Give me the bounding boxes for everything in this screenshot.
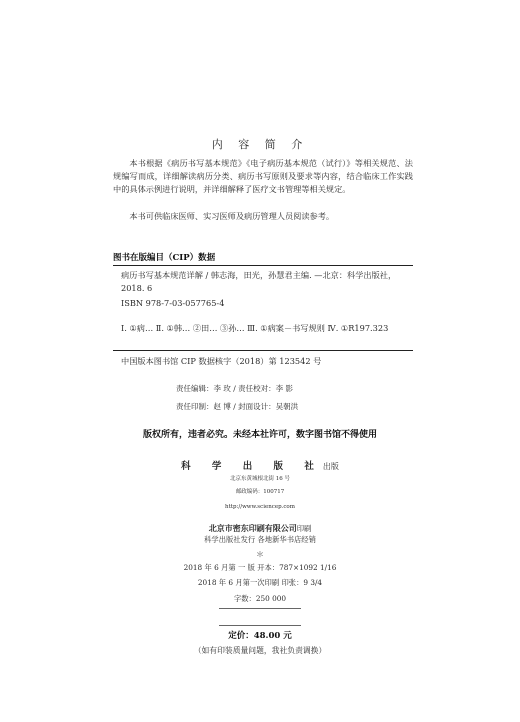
summary-paragraph-2: 本书可供临床医师、实习医师及病历管理人员阅读参考。 <box>129 211 335 221</box>
edition-line: 2018 年 6 月第 一 版 开本：787×1092 1/16 <box>183 563 337 572</box>
publisher-name: 科 学 出 版 社 <box>181 461 323 472</box>
word-count: 字数：250 000 <box>233 594 287 603</box>
printer-name: 北京市密东印刷有限公司 <box>208 523 297 533</box>
publisher-postcode: 邮政编码：100717 <box>235 489 285 495</box>
cip-library-note: 中国版本图书馆 CIP 数据核字（2018）第 123542 号 <box>121 356 322 366</box>
cip-title: 图书在版编目（CIP）数据 <box>113 253 216 263</box>
star-separator: ＊ <box>256 550 264 559</box>
summary-title: 内 容 简 介 <box>211 138 309 151</box>
summary-paragraph-1: 本书根据《病历书写基本规范》《电子病历基本规范（试行）》等相关规范、法规编写而成，详细解读病历分类、病历书写原则及要求等内容，结合临床工作实践中的具体示例进行说明，并详细解释了医疗文书管理等相关规定。 <box>113 158 413 194</box>
price-top-rule <box>219 608 301 609</box>
cip-record: 病历书写基本规范详解 / 韩志海，田光，孙慧君主编. —北京：科学出版社，2018. 6 <box>121 270 397 293</box>
printing-line: 2018 年 6 月第一次印刷 印张：9 3/4 <box>197 578 323 587</box>
printer-line <box>0 516 520 535</box>
publisher-suffix: 出版 <box>322 462 339 471</box>
publisher-website: http://www.sciencep.com <box>225 504 295 510</box>
credits-editor-proofreader: 责任编辑：李 玫 / 责任校对：李 影 <box>176 384 294 393</box>
cip-isbn: ISBN 978-7-03-057765-4 <box>121 298 225 308</box>
quality-note: （如有印装质量问题，我社负责调换） <box>193 646 327 655</box>
publisher-line <box>0 454 520 473</box>
rights-statement: 版权所有，违者必究。未经本社许可，数字图书馆不得使用 <box>142 430 377 440</box>
cip-classification: Ⅰ. ①病… Ⅱ. ①韩… ②田… ③孙… Ⅲ. ①病案－书写规则 Ⅳ. ①R197.323 <box>121 323 389 333</box>
cip-bottom-rule <box>113 350 413 351</box>
price: 定价：48.00 元 <box>228 631 292 641</box>
cip-top-rule <box>113 265 413 266</box>
credits-print-cover: 责任印制：赵 博 / 封面设计：吴朝洪 <box>176 402 299 411</box>
printer-suffix: 印刷 <box>296 524 312 533</box>
distribution: 科学出版社发行 各地新华书店经销 <box>204 535 316 544</box>
publisher-address: 北京东黄城根北街 16 号 <box>230 476 290 482</box>
price-rule-2 <box>219 625 301 626</box>
